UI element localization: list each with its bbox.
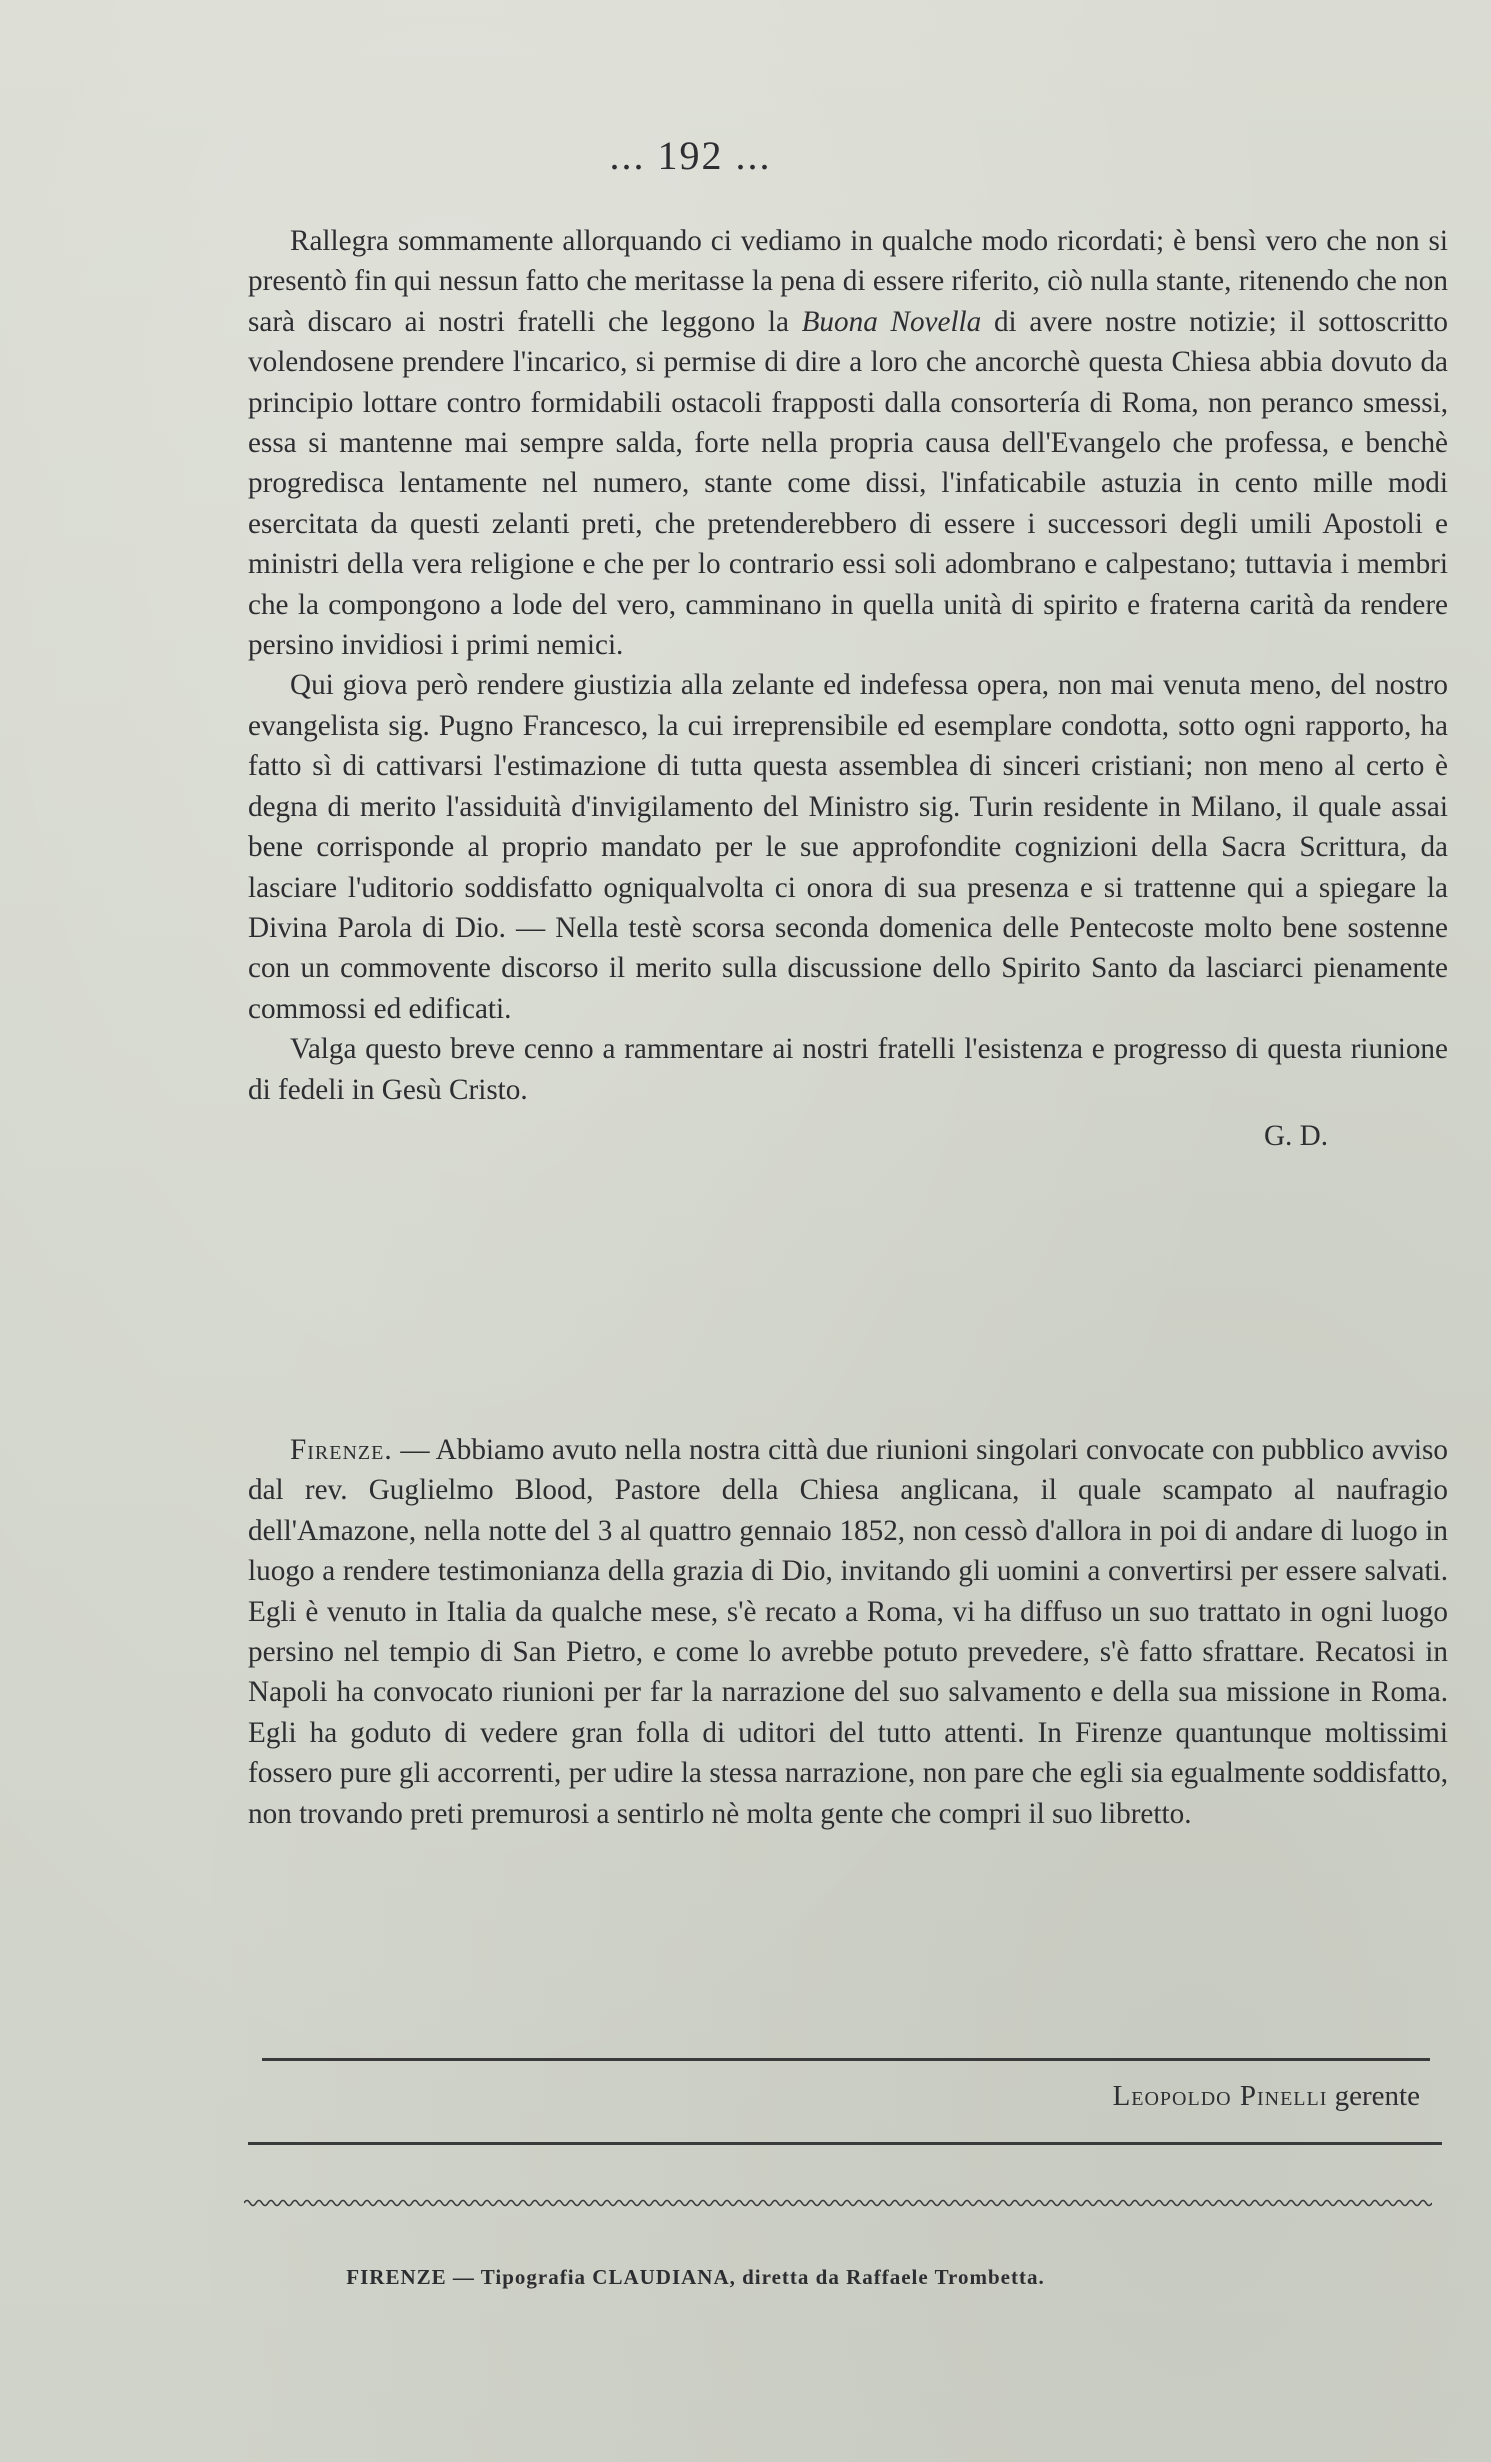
paragraph-1-start: Rallegra sommamente allorquando ci vediamo in qualche modo ricordati; è bensì vero che non si presentò fin qui nessun fatto che meritasse la pena di essere riferito, ciò nulla stante, ritenendo che non sarà discaro ai nostri fratelli che leggono la xyxy=(248,225,1448,338)
publication-title: Buona Novella xyxy=(801,305,982,338)
paragraph-firenze-text: — Abbiamo avuto nella nostra città due riunioni singolari convocate con pubblico avviso dal rev. Guglielmo Blood, Pastore della Chiesa anglicana, il quale scampato al naufragio dell'Amazone, nella notte del 3 al quattro gennaio 1852, non cessò d'allora in poi di andare di luogo in luogo a rendere testimonianza della grazia di Dio, invitando gli uomini a convertirsi per essere salvati. Egli è venuto in Italia da qualche mese, s'è recato a Roma, vi ha diffuso un suo trattato in ogni luogo persino nel tempio di San Pietro, e come lo avrebbe potuto prevedere, s'è fatto sfrattare. Recatosi in Napoli ha convocato riunioni per far la narrazione del suo salvamento e della sua missione in Roma. Egli ha goduto di vedere gran folla di uditori del tutto attenti. In Firenze quantunque moltissimi fossero pure gli accorrenti, per udire la stessa narrazione, non pare che egli sia egualmente soddisfatto, non trovando preti premurosi a sentirlo nè molta gente che compri il suo libretto. xyxy=(248,1434,1448,1830)
printer-imprint: FIRENZE — Tipografia CLAUDIANA, diretta da Raffaele Trombetta. xyxy=(346,2265,1045,2289)
divider-rule-top xyxy=(262,2058,1430,2061)
article-text-main xyxy=(248,221,1448,1156)
signature: G. D. xyxy=(1263,1119,1328,1152)
manager-role: gerente xyxy=(1327,2080,1420,2112)
article-text-firenze xyxy=(248,1430,1448,1834)
wavy-ornament-line xyxy=(244,2196,1432,2210)
manager-name: Leopoldo Pinelli xyxy=(1112,2080,1328,2112)
place-heading: Firenze. xyxy=(290,1434,393,1466)
paragraph-2: Qui giova però rendere giustizia alla zelante ed indefessa opera, non mai venuta meno, del nostro evangelista sig. Pugno Francesco, la cui irreprensibile ed esemplare condotta, sotto ogni rapporto, ha fatto sì di cattivarsi l'estimazione di tutta questa assemblea di sinceri cristiani; non meno al certo è degna di merito l'assiduità d'invigilamento del Ministro sig. Turin residente in Milano, il quale assai bene corrisponde al proprio mandato per le sue approfondite cognizioni della Sacra Scrittura, da lasciare l'uditorio soddisfatto ogniqualvolta ci onora di sua presenza e si trattenne qui a spiegare la Divina Parola di Dio. — Nella testè scorsa seconda domenica delle Pentecoste molto bene sostenne con un commovente discorso il merito sulla discussione dello Spirito Santo da lasciarci pienamente commossi ed edificati. xyxy=(248,669,1448,1025)
page-number: ... 192 ... xyxy=(609,133,772,178)
paragraph-3: Valga questo breve cenno a rammentare ai nostri fratelli l'esistenza e progresso di questa riunione di fedeli in Gesù Cristo. xyxy=(248,1033,1448,1106)
manager-line xyxy=(0,2080,1420,2113)
paragraph-firenze xyxy=(248,1430,1448,1834)
paragraph-1 xyxy=(248,221,1448,665)
paragraph-1-rest: di avere nostre notizie; il sottoscritto volendosene prendere l'incarico, si permise di dire a loro che ancorchè questa Chiesa abbia dovuto da principio lottare contro formidabili ostacoli frapposti dalla consortería di Roma, non peranco smessi, essa si mantenne mai sempre salda, forte nella propria causa dell'Evangelo che professa, e benchè progredisca lentamente nel numero, stante come dissi, l'infaticabile astuzia in cento mille modi esercitata da questi zelanti preti, che pretenderebbero di essere i successori degli umili Apostoli e ministri della vera religione e che per lo contrario essi soli adombrano e calpestano; tuttavia i membri che la compongono a lode del vero, camminano in quella unità di spirito e fraterna carità da rendere persino invidiosi i primi nemici. xyxy=(248,305,1448,662)
divider-rule-bottom xyxy=(248,2142,1442,2145)
